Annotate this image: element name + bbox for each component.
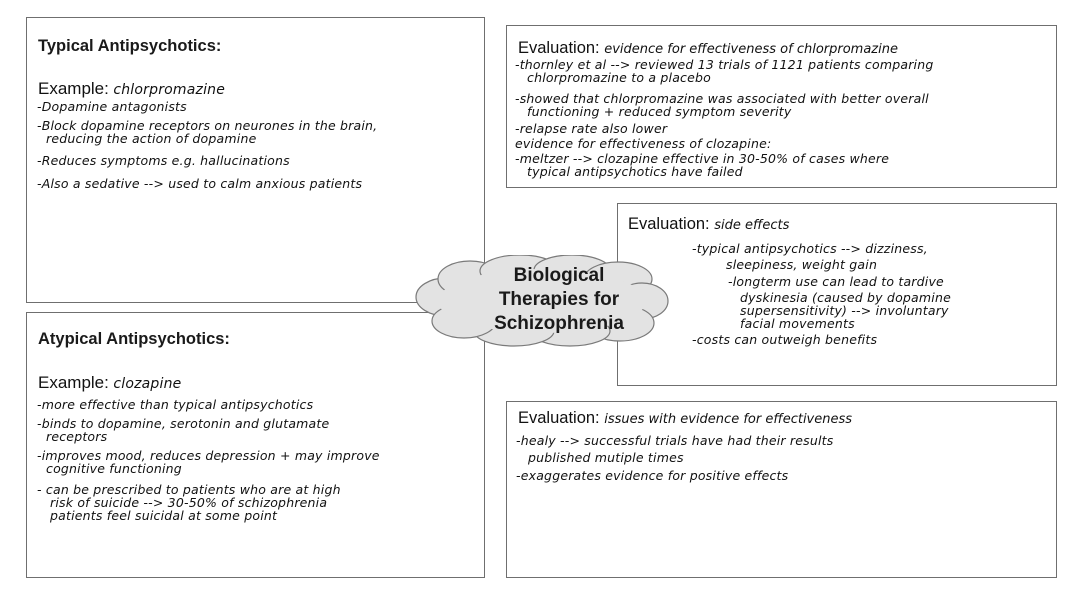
note-line: -Dopamine antagonists	[37, 99, 187, 114]
eval-issues-tail: issues with evidence for effectiveness	[604, 412, 853, 427]
eval-side-effects-label: Evaluation:	[628, 215, 710, 233]
typical-heading: Typical Antipsychotics:	[38, 37, 222, 55]
eval-effectiveness-tail: evidence for effectiveness of chlorpromazine	[604, 42, 898, 57]
note-line: functioning + reduced symptom severity	[527, 104, 792, 119]
eval-side-effects-title	[628, 215, 789, 234]
note-line: evidence for effectiveness of clozapine:	[515, 136, 772, 151]
note-line: risk of suicide --> 30-50% of schizophrenia	[50, 495, 328, 510]
note-line: cognitive functioning	[46, 461, 182, 476]
atypical-heading: Atypical Antipsychotics:	[38, 330, 230, 348]
atypical-example	[38, 373, 181, 393]
note-line: sleepiness, weight gain	[726, 257, 878, 272]
typical-notes	[37, 100, 377, 190]
note-line: -typical antipsychotics --> dizziness,	[692, 241, 928, 256]
note-line: -showed that chlorpromazine was associated with better overall	[515, 91, 929, 106]
note-line: -more effective than typical antipsychotics	[37, 397, 314, 412]
note-line: -longterm use can lead to tardive	[728, 274, 944, 289]
note-line: -binds to dopamine, serotonin and glutamate	[37, 416, 330, 431]
note-line: typical antipsychotics have failed	[527, 164, 743, 179]
eval-issues-notes	[516, 434, 833, 482]
center-title-line: Schizophrenia	[494, 313, 624, 334]
eval-effectiveness-title	[518, 39, 898, 58]
note-line: -relapse rate also lower	[515, 121, 668, 136]
note-line: supersensitivity) --> involuntary	[740, 303, 949, 318]
note-line: receptors	[46, 429, 108, 444]
typical-example-value: chlorpromazine	[113, 82, 226, 98]
atypical-antipsychotics-box	[26, 312, 485, 578]
note-line: -exaggerates evidence for positive effects	[516, 468, 789, 483]
note-line: reducing the action of dopamine	[46, 131, 257, 146]
eval-effectiveness-label: Evaluation:	[518, 39, 600, 57]
note-line: -improves mood, reduces depression + may improve	[37, 448, 380, 463]
note-line: -Block dopamine receptors on neurones in the brain,	[37, 118, 378, 133]
note-line: patients feel suicidal at some point	[50, 508, 278, 523]
note-line: -meltzer --> clozapine effective in 30-50% of cases where	[515, 151, 890, 166]
center-title-line: Biological	[513, 265, 605, 286]
note-line: published mutiple times	[528, 450, 684, 465]
eval-issues-label: Evaluation:	[518, 409, 600, 427]
eval-issues-title	[518, 409, 852, 428]
note-line: dyskinesia (caused by dopamine	[740, 290, 951, 305]
evaluation-side-effects-box	[617, 203, 1057, 386]
typical-example	[38, 79, 225, 99]
atypical-notes	[37, 398, 380, 522]
eval-side-effects-notes	[692, 242, 951, 346]
note-line: facial movements	[740, 316, 855, 331]
evaluation-issues-box	[506, 401, 1057, 578]
center-title-line: Therapies for	[498, 289, 620, 310]
note-line: chlorpromazine to a placebo	[527, 70, 712, 85]
atypical-example-value: clozapine	[113, 376, 182, 392]
evaluation-effectiveness-box	[506, 25, 1057, 188]
eval-effectiveness-notes	[515, 58, 933, 178]
note-line: -Also a sedative --> used to calm anxious patients	[37, 176, 363, 191]
note-line: -Reduces symptoms e.g. hallucinations	[37, 153, 290, 168]
eval-side-effects-tail: side effects	[714, 218, 790, 233]
note-line: - can be prescribed to patients who are at high	[37, 482, 341, 497]
atypical-example-label: Example:	[38, 373, 109, 392]
center-title	[470, 264, 648, 336]
typical-example-label: Example:	[38, 79, 109, 98]
note-line: -costs can outweigh benefits	[692, 332, 878, 347]
note-line: -healy --> successful trials have had their results	[516, 433, 834, 448]
note-line: -thornley et al --> reviewed 13 trials of 1121 patients comparing	[515, 57, 934, 72]
